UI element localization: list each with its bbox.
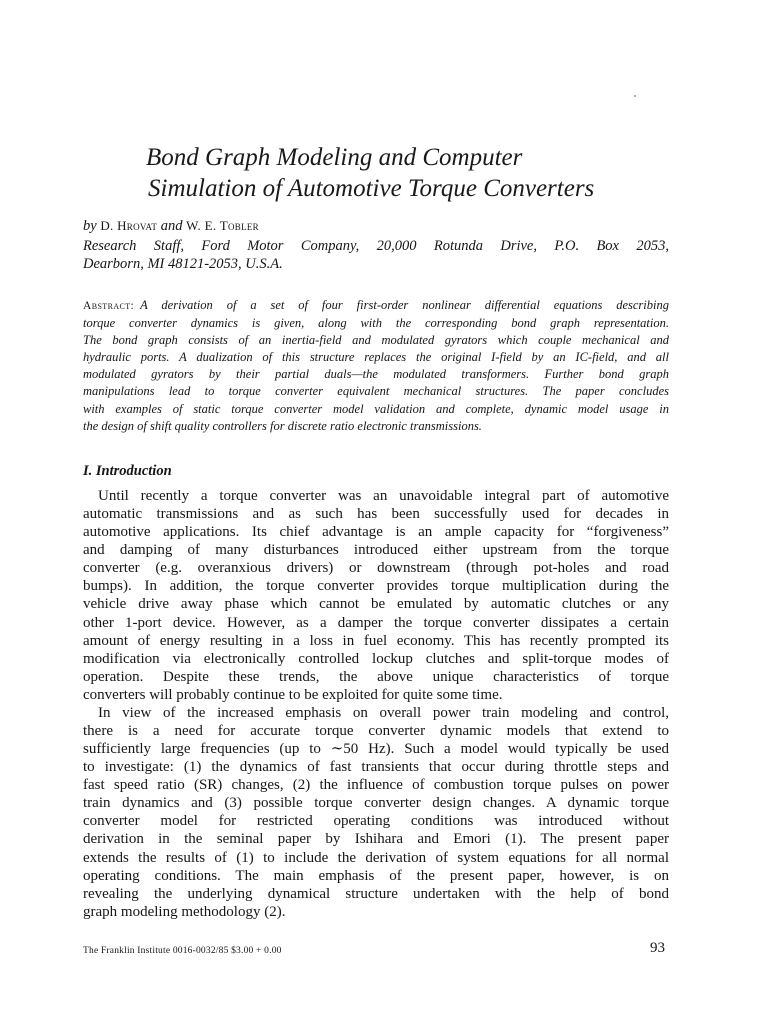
body-line: revealing the underlying dynamical structure undertaken with the help of bond bbox=[83, 885, 669, 902]
body-text bbox=[83, 487, 669, 921]
body-line: other 1-port device. However, as a damper the torque converter dissipates a certain bbox=[83, 614, 669, 631]
byline-and: and bbox=[160, 218, 183, 234]
abstract-line: manipulations lead to torque converter equivalent mechanical structures. The paper concludes bbox=[83, 384, 669, 399]
body-line: bumps). In addition, the torque converter provides torque multiplication during the bbox=[83, 578, 669, 595]
author-byline bbox=[83, 218, 259, 235]
body-line: vehicle drive away phase which cannot be emulated by automatic clutches or any bbox=[83, 596, 669, 613]
body-line: converter model for restricted operating conditions was introduced without bbox=[83, 813, 669, 830]
byline-by: by bbox=[83, 218, 97, 234]
abstract-line: The bond graph consists of an inertia-field and modulated gyrators which couple mechanical and bbox=[83, 333, 669, 348]
abstract-label: Abstract: bbox=[83, 300, 135, 312]
affiliation-line-1: Research Staff, Ford Motor Company, 20,000 Rotunda Drive, P.O. Box 2053, bbox=[83, 238, 669, 254]
author-2: W. E. Tobler bbox=[186, 218, 259, 233]
footer-publisher: The Franklin Institute 0016-0032/85 $3.00 + 0.00 bbox=[83, 946, 282, 956]
body-line: sufficiently large frequencies (up to ∼50 Hz). Such a model would typically be used bbox=[83, 741, 669, 758]
affiliation-line-2: Dearborn, MI 48121-2053, U.S.A. bbox=[83, 256, 283, 272]
body-line: extends the results of (1) to include the derivation of system equations for all normal bbox=[83, 849, 669, 866]
body-line: amount of energy resulting in a loss in fuel economy. This has recently prompted its bbox=[83, 632, 669, 649]
affiliation bbox=[83, 237, 669, 273]
abstract bbox=[83, 297, 669, 435]
author-1: D. Hrovat bbox=[100, 218, 158, 233]
title-line-2: Simulation of Automotive Torque Converters bbox=[148, 175, 595, 202]
abstract-line: the design of shift quality controllers for discrete ratio electronic transmissions. bbox=[83, 418, 482, 433]
body-line: graph modeling methodology (2). bbox=[83, 903, 286, 920]
body-line: Until recently a torque converter was an unavoidable integral part of automotive bbox=[83, 488, 669, 504]
title-line-1: Bond Graph Modeling and Computer bbox=[146, 144, 523, 171]
scan-speck bbox=[634, 95, 636, 97]
body-line: fast speed ratio (SR) changes, (2) the influence of combustion torque pulses on power bbox=[83, 777, 669, 794]
body-line: converter (e.g. overanxious drivers) or downstream (through pot-holes and road bbox=[83, 560, 669, 577]
body-line: In view of the increased emphasis on overall power train modeling and control, bbox=[83, 704, 669, 721]
paper-title bbox=[146, 142, 706, 204]
body-line: operating conditions. The main emphasis of the present paper, however, is on bbox=[83, 867, 669, 884]
body-line: operation. Despite these trends, the above unique characteristics of torque bbox=[83, 668, 669, 685]
abstract-line: A derivation of a set of four first-order nonlinear differential equations describing bbox=[140, 298, 669, 312]
body-line: train dynamics and (3) possible torque converter design changes. A dynamic torque bbox=[83, 795, 669, 812]
body-line: to investigate: (1) the dynamics of fast transients that occur during throttle steps and bbox=[83, 759, 669, 776]
abstract-line: with examples of static torque converter model validation and complete, dynamic model usage in bbox=[83, 401, 669, 416]
abstract-line: torque converter dynamics is given, along with the corresponding bond graph representation. bbox=[83, 316, 669, 331]
body-line: automatic transmissions and as such has been successfully used for decades in bbox=[83, 506, 669, 523]
body-line: automotive applications. Its chief advantage is an ample capacity for “forgiveness” bbox=[83, 524, 669, 541]
body-line: there is a need for accurate torque converter dynamic models that extend to bbox=[83, 723, 669, 740]
body-line: converters will probably continue to be exploited for quite some time. bbox=[83, 686, 503, 703]
body-line: and damping of many disturbances introduced either upstream from the torque bbox=[83, 542, 669, 559]
section-heading: I. Introduction bbox=[83, 463, 172, 479]
abstract-line: modulated gyrators by their partial duals—the modulated transformers. Further bond graph bbox=[83, 367, 669, 382]
body-line: derivation in the seminal paper by Ishihara and Emori (1). The present paper bbox=[83, 831, 669, 848]
body-line: modification via electronically controlled lockup clutches and split-torque modes of bbox=[83, 650, 669, 667]
page-number: 93 bbox=[650, 940, 665, 956]
abstract-line: hydraulic ports. A dualization of this structure replaces the original I-field by an IC-field, and all bbox=[83, 350, 669, 365]
